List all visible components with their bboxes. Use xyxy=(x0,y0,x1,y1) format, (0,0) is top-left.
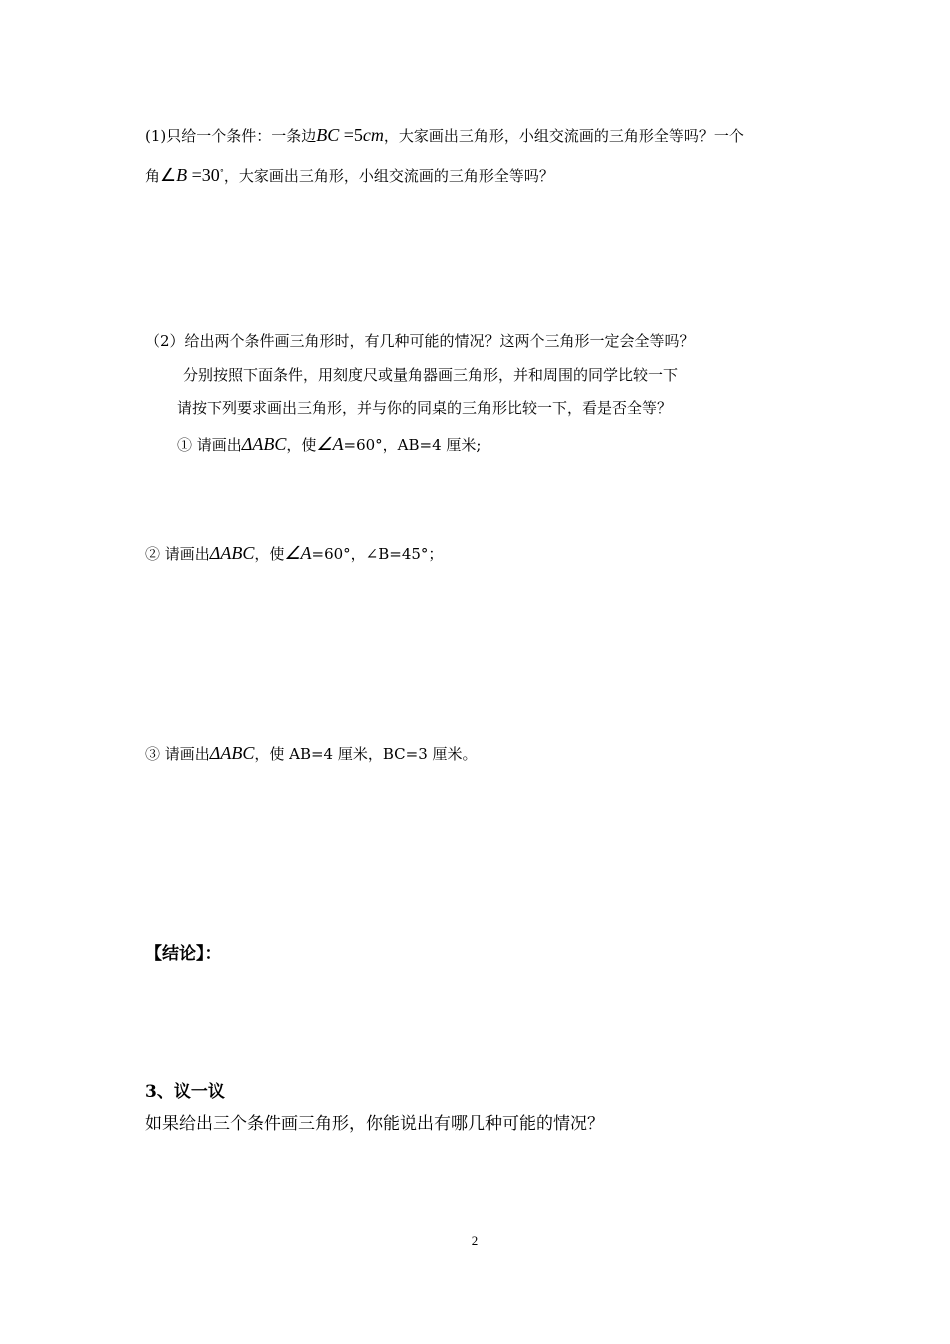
q1-math-unit: cm xyxy=(362,125,384,145)
section-3-title: 3、议一议 xyxy=(145,1082,225,1102)
q1-text-d: ，大家画出三角形，小组交流画的三角形全等吗？ xyxy=(223,167,554,185)
q1-text-a: (1)只给一个条件：一条边 xyxy=(145,127,317,145)
q2-item-3 xyxy=(145,743,478,764)
q1-degree: ° xyxy=(219,168,224,177)
item1-text-c: =60°，AB=4 厘米; xyxy=(343,436,482,454)
q1-text-b: ，大家画出三角形，小组交流画的三角形全等吗？一个 xyxy=(383,127,744,145)
conclusion-label: 【结论】： xyxy=(145,944,222,964)
item1-text-b: ，使 xyxy=(286,436,317,454)
page-number: 2 xyxy=(471,1233,479,1248)
q2-title: （2）给出两个条件画三角形时，有几种可能的情况？这两个三角形一定会全等吗？ xyxy=(145,332,695,350)
q1-angle-symbol: ∠ xyxy=(160,165,177,185)
q1-math-bc: BC xyxy=(316,125,340,145)
item2-text-a: ② 请画出 xyxy=(145,545,210,563)
q1-line-1 xyxy=(145,125,744,146)
q1-math-eq: =5 xyxy=(339,125,363,145)
q2-item-1 xyxy=(177,434,481,455)
q1-text-c: 角 xyxy=(145,167,161,185)
item2-text-b: ，使 xyxy=(254,545,285,563)
q2-item-2 xyxy=(145,543,443,564)
q2-instruction-2: 请按下列要求画出三角形，并与你的同桌的三角形比较一下，看是否全等？ xyxy=(177,399,673,417)
item1-text-a: ① 请画出 xyxy=(177,436,242,454)
q1-var-b: B xyxy=(176,165,188,185)
q2-instruction-1: 分别按照下面条件，用刻度尺或量角器画三角形，并和周围的同学比较一下 xyxy=(183,366,679,384)
item3-text-b: ，使 AB=4 厘米，BC=3 厘米。 xyxy=(254,745,478,763)
item1-angle: ∠A xyxy=(316,434,344,454)
item1-triangle: ΔABC xyxy=(241,434,287,454)
item2-text-c: =60°，∠B=45°； xyxy=(311,545,444,563)
item2-triangle: ΔABC xyxy=(209,543,255,563)
item2-angle: ∠A xyxy=(284,543,312,563)
q1-math-eq2: =30 xyxy=(187,165,220,185)
item3-text-a: ③ 请画出 xyxy=(145,745,210,763)
item3-triangle: ΔABC xyxy=(209,743,255,763)
q1-line-2 xyxy=(145,163,554,186)
section-3-text: 如果给出三个条件画三角形，你能说出有哪几种可能的情况？ xyxy=(145,1114,604,1134)
